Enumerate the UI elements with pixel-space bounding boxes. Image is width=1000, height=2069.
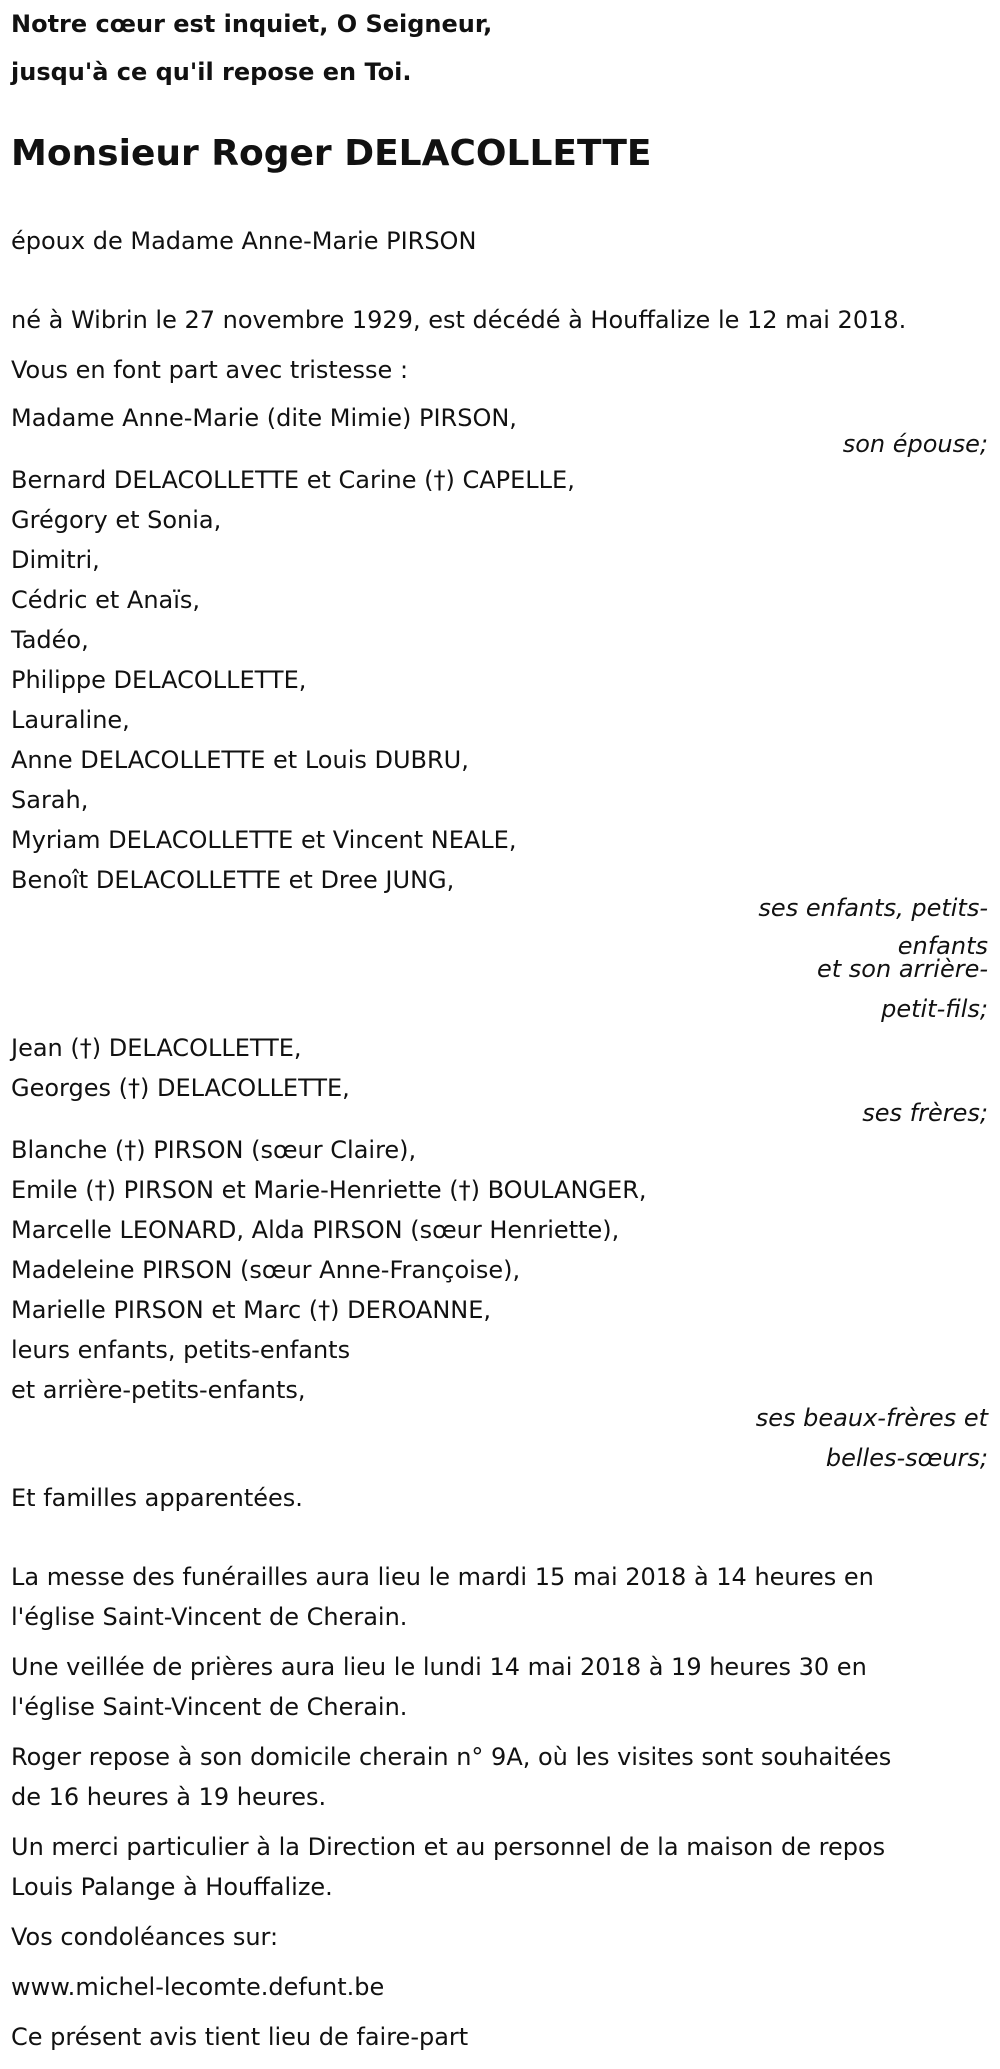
vigil-line: Une veillée de prières aura lieu le lundi 14 mai 2018 à 19 heures 30 en xyxy=(11,1653,867,1681)
family-name-line: Marcelle LEONARD, Alda PIRSON (sœur Henriette), xyxy=(11,1216,620,1244)
notice-line: Ce présent avis tient lieu de faire-part xyxy=(11,2023,469,2051)
relation-label: belles-sœurs; xyxy=(825,1444,988,1472)
family-name-line: Lauraline, xyxy=(11,706,130,734)
family-name-line: Madame Anne-Marie (dite Mimie) PIRSON, xyxy=(11,404,517,432)
family-name-line: Jean (†) DELACOLLETTE, xyxy=(11,1034,302,1062)
family-name-line: Blanche (†) PIRSON (sœur Claire), xyxy=(11,1136,417,1164)
announce-line: Vous en font part avec tristesse : xyxy=(11,356,409,384)
relation-label: ses beaux-frères et xyxy=(755,1404,988,1432)
relation-label: son épouse; xyxy=(842,430,988,458)
family-name-line: Bernard DELACOLLETTE et Carine (†) CAPELLE, xyxy=(11,466,575,494)
family-name-line: Dimitri, xyxy=(11,546,100,574)
family-name-line: Tadéo, xyxy=(11,626,89,654)
family-name-line: et arrière-petits-enfants, xyxy=(11,1376,306,1404)
family-name-line: Anne DELACOLLETTE et Louis DUBRU, xyxy=(11,746,469,774)
thanks-line: Un merci particulier à la Direction et au personnel de la maison de repos xyxy=(11,1833,886,1861)
condolences-label: Vos condoléances sur: xyxy=(11,1923,279,1951)
relation-label: ses frères; xyxy=(862,1099,988,1127)
family-name-line: Cédric et Anaïs, xyxy=(11,586,201,614)
birth-death-line: né à Wibrin le 27 novembre 1929, est décédé à Houffalize le 12 mai 2018. xyxy=(11,306,907,334)
relation-label: enfants xyxy=(897,932,988,960)
website-link[interactable]: www.michel-lecomte.defunt.be xyxy=(11,1973,385,2001)
mass-line: l'église Saint-Vincent de Cherain. xyxy=(11,1603,408,1631)
rest-line: de 16 heures à 19 heures. xyxy=(11,1783,327,1811)
relation-label: petit-fils; xyxy=(881,995,988,1023)
family-name-line: Sarah, xyxy=(11,786,89,814)
family-name-line: Philippe DELACOLLETTE, xyxy=(11,666,307,694)
rest-line: Roger repose à son domicile cherain n° 9A, où les visites sont souhaitées xyxy=(11,1743,892,1771)
mass-line: La messe des funérailles aura lieu le mardi 15 mai 2018 à 14 heures en xyxy=(11,1563,874,1591)
verse-line-2: jusqu'à ce qu'il repose en Toi. xyxy=(11,58,412,86)
family-name-line: Emile (†) PIRSON et Marie-Henriette (†) BOULANGER, xyxy=(11,1176,647,1204)
families-line: Et familles apparentées. xyxy=(11,1484,303,1512)
family-name-line: Myriam DELACOLLETTE et Vincent NEALE, xyxy=(11,826,517,854)
family-name-line: Marielle PIRSON et Marc (†) DEROANNE, xyxy=(11,1296,492,1324)
family-name-line: Grégory et Sonia, xyxy=(11,506,222,534)
family-name-line: leurs enfants, petits-enfants xyxy=(11,1336,351,1364)
spouse-line: époux de Madame Anne-Marie PIRSON xyxy=(11,227,477,255)
deceased-name: Monsieur Roger DELACOLLETTE xyxy=(11,133,652,174)
family-name-line: Georges (†) DELACOLLETTE, xyxy=(11,1074,350,1102)
verse-line-1: Notre cœur est inquiet, O Seigneur, xyxy=(11,10,493,38)
relation-label: ses enfants, petits- xyxy=(758,894,988,922)
relation-label: et son arrière- xyxy=(817,955,988,983)
vigil-line: l'église Saint-Vincent de Cherain. xyxy=(11,1693,408,1721)
thanks-line: Louis Palange à Houffalize. xyxy=(11,1873,333,1901)
family-name-line: Benoît DELACOLLETTE et Dree JUNG, xyxy=(11,866,455,894)
family-name-line: Madeleine PIRSON (sœur Anne-Françoise), xyxy=(11,1256,521,1284)
